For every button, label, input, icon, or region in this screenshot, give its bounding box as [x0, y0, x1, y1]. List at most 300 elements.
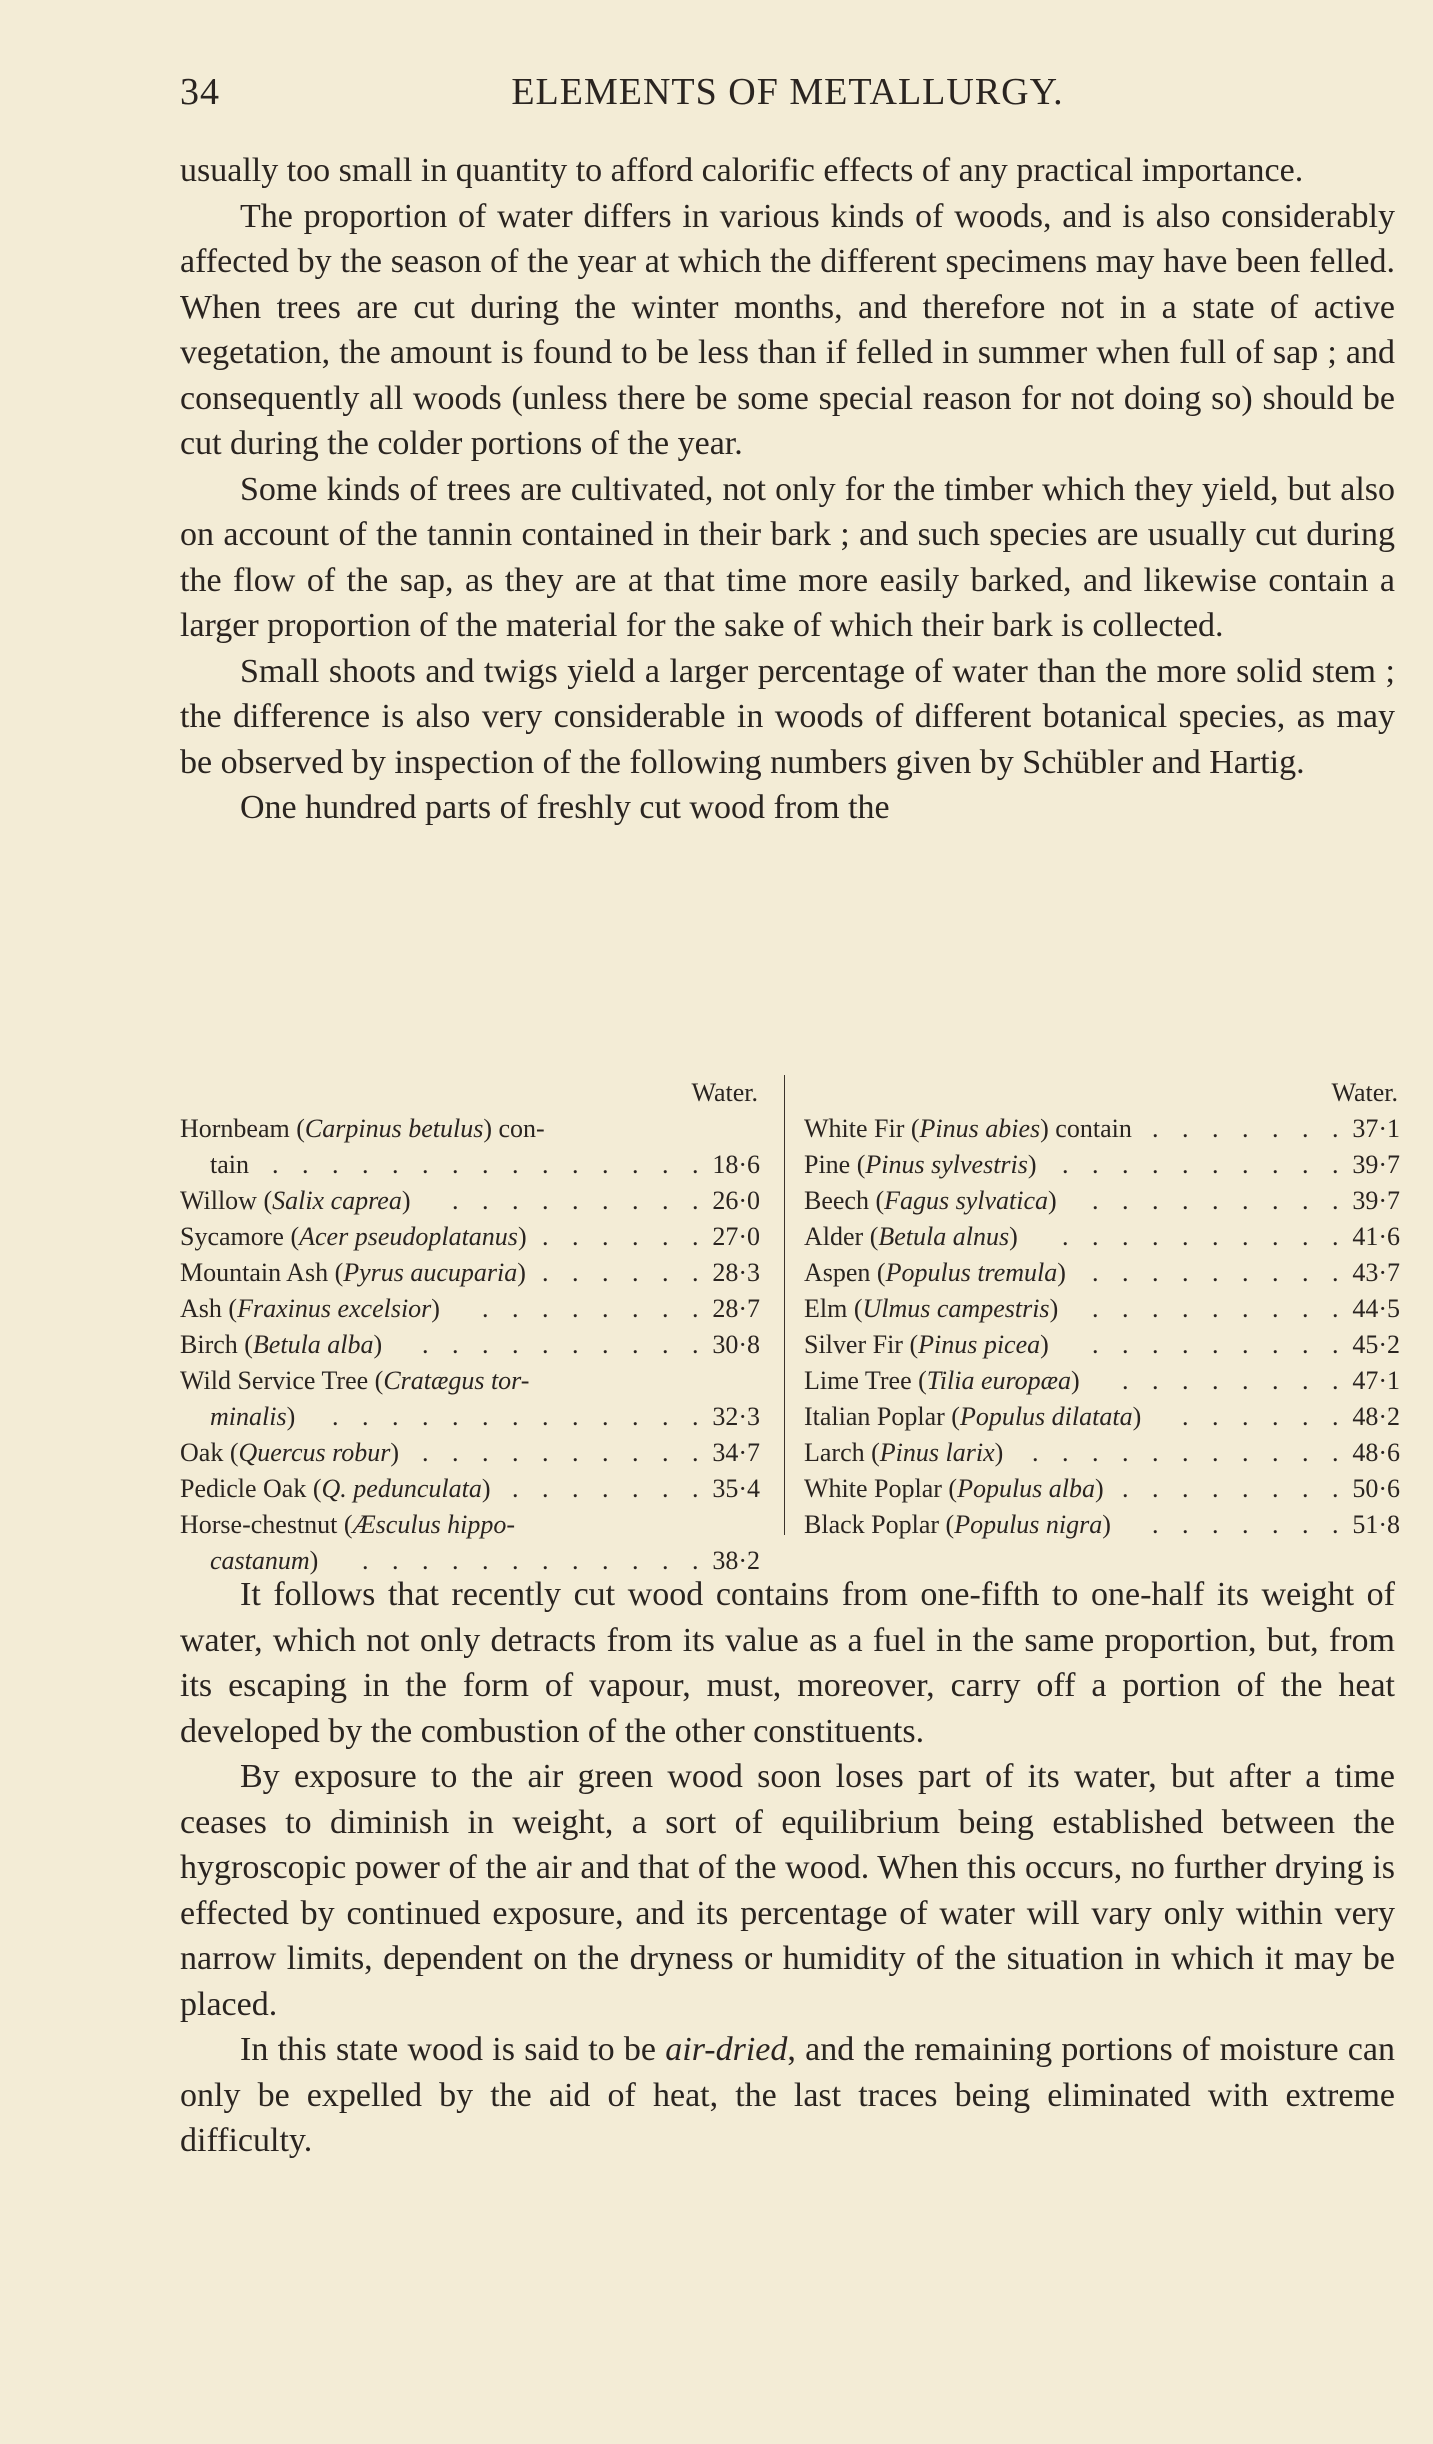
- text: In this state wood is said to be: [240, 2031, 666, 2068]
- leader-dot: .: [1212, 1366, 1219, 1395]
- leader-dot: .: [1062, 1438, 1069, 1467]
- leader-dot: .: [1302, 1150, 1309, 1179]
- leader-dot: .: [512, 1402, 519, 1431]
- leader-dot: .: [1092, 1186, 1099, 1215]
- leader-dot: .: [512, 1546, 519, 1575]
- leader-dot: .: [1152, 1510, 1159, 1539]
- leader-dot: .: [1332, 1330, 1339, 1359]
- table-row: [804, 1183, 1400, 1219]
- leader-dot: .: [1302, 1114, 1309, 1143]
- leader-dot: .: [332, 1402, 339, 1431]
- leader-dot: .: [602, 1474, 609, 1503]
- leader-dot: .: [1302, 1366, 1309, 1395]
- water-value: 45·2: [1352, 1330, 1400, 1359]
- leader-dot: .: [1182, 1294, 1189, 1323]
- leader-dot: .: [1092, 1258, 1099, 1287]
- common-name: White Poplar (: [804, 1474, 958, 1503]
- leader-dot: .: [1182, 1150, 1189, 1179]
- latin-name: castanum: [210, 1546, 310, 1575]
- leader-dot: .: [422, 1330, 429, 1359]
- common-name: Sycamore (: [180, 1222, 300, 1251]
- water-value: 43·7: [1352, 1258, 1400, 1287]
- leader-dot: .: [392, 1546, 399, 1575]
- leader-dot: .: [602, 1222, 609, 1251]
- leader-dot: .: [572, 1438, 579, 1467]
- latin-name: Betula alnus: [878, 1222, 1010, 1251]
- species-name: [804, 1435, 1003, 1471]
- latin-name: Ulmus campestris: [862, 1294, 1050, 1323]
- leader-dot: .: [1272, 1114, 1279, 1143]
- latin-name: Tilia europæa: [926, 1366, 1071, 1395]
- paragraph: It follows that recently cut wood contains from one-fifth to one-half its weight of water, which not only detracts from its value as a fuel in the same proportion, but, from its escaping in the form of vapour, must, moreover, carry off a portion of the heat developed by the combustion of the other constituents.: [180, 1576, 1395, 1750]
- leader-dot: .: [392, 1150, 399, 1179]
- leader-dot: .: [1182, 1510, 1189, 1539]
- water-value: 27·0: [712, 1222, 760, 1251]
- leader-dot: .: [662, 1222, 669, 1251]
- leader-dot: .: [1122, 1222, 1129, 1251]
- water-value: 47·1: [1352, 1366, 1400, 1395]
- leader-dot: .: [692, 1474, 699, 1503]
- table-row: [804, 1111, 1400, 1147]
- species-name: [180, 1183, 411, 1219]
- leader-dot: .: [542, 1186, 549, 1215]
- paragraph: By exposure to the air green wood soon loses part of its water, but after a time ceases to diminish in weight, a sort of equilibrium being established between the hygroscopic power of the air and that of the wood. When this occurs, no further drying is effected by continued exposure, and its percentage of water will vary only within very narrow limits, dependent on the dryness or humidity of the situation in which it may be placed.: [180, 1758, 1395, 2023]
- leader-dot: .: [572, 1150, 579, 1179]
- leader-dot: .: [602, 1438, 609, 1467]
- paragraph: [180, 2027, 1395, 2164]
- leader-dot: .: [1062, 1150, 1069, 1179]
- leader-dot: .: [482, 1294, 489, 1323]
- leader-dot: .: [1242, 1186, 1249, 1215]
- name-tail: ): [1057, 1258, 1066, 1287]
- paragraph: One hundred parts of freshly cut wood from the: [240, 789, 890, 826]
- common-name: Ash (: [180, 1294, 238, 1323]
- name-tail: ): [517, 1258, 526, 1287]
- table-row: [804, 1435, 1400, 1471]
- text: , and the remaining portions of moisture can only be expelled by the aid of heat, the last traces being eliminated with extreme difficulty.: [180, 2031, 1395, 2159]
- table-row: [804, 1363, 1400, 1399]
- leader-dot: .: [1272, 1474, 1279, 1503]
- leader-dot: .: [572, 1186, 579, 1215]
- table-row: [180, 1327, 760, 1363]
- leader-dot: .: [1122, 1366, 1129, 1395]
- water-value: 34·7: [712, 1438, 760, 1467]
- leader-dot: .: [542, 1438, 549, 1467]
- leader-dot: .: [482, 1546, 489, 1575]
- leader-dot: .: [632, 1546, 639, 1575]
- leader-dot: .: [1182, 1402, 1189, 1431]
- leader-dot: .: [1122, 1150, 1129, 1179]
- leader-dot: .: [1212, 1258, 1219, 1287]
- leader-dot: .: [1182, 1114, 1189, 1143]
- common-name: Willow (: [180, 1186, 273, 1215]
- latin-name: Pyrus aucuparia: [343, 1258, 518, 1287]
- leader-dot: .: [1332, 1294, 1339, 1323]
- leader-dot: .: [1092, 1438, 1099, 1467]
- table-row: [804, 1291, 1400, 1327]
- leader-dot: .: [1122, 1294, 1129, 1323]
- leader-dot: .: [692, 1330, 699, 1359]
- leader-dot: .: [1332, 1366, 1339, 1395]
- species-name: [180, 1111, 545, 1147]
- leader-dot: .: [1092, 1150, 1099, 1179]
- latin-name: Pinus abies: [919, 1114, 1041, 1143]
- leader-dot: .: [692, 1258, 699, 1287]
- leader-dot: .: [1212, 1186, 1219, 1215]
- table-row: [804, 1399, 1400, 1435]
- leader-dot: .: [1272, 1510, 1279, 1539]
- water-value: 28·7: [712, 1294, 760, 1323]
- name-tail: ): [994, 1438, 1004, 1467]
- leader-dot: .: [662, 1474, 669, 1503]
- name-tail: ): [1009, 1222, 1018, 1251]
- leader-dot: .: [1182, 1474, 1189, 1503]
- name-tail: tain: [210, 1150, 249, 1179]
- species-name: [804, 1399, 1141, 1435]
- water-value: 44·5: [1352, 1294, 1400, 1323]
- leader-dot: .: [1212, 1114, 1219, 1143]
- leader-dot: .: [662, 1258, 669, 1287]
- paragraph: usually too small in quantity to afford calorific effects of any practical importance.: [180, 152, 1304, 189]
- leader-dot: .: [512, 1438, 519, 1467]
- paragraph: The proportion of water differs in various kinds of woods, and is also considerably affected by the season of the year at which the different specimens may have been felled. When trees are cut during the winter months, and therefore not in a state of active vegetation, the amount is found to be less than if felled in summer when full of sap ; and consequently all woods (unless there be some special reason for not doing so) should be cut during the colder portions of the year.: [180, 197, 1395, 462]
- leader-dot: .: [572, 1258, 579, 1287]
- name-tail: ) con-: [483, 1114, 545, 1143]
- leader-dot: .: [482, 1186, 489, 1215]
- leader-dot: .: [1272, 1366, 1279, 1395]
- leader-dot: .: [1152, 1186, 1159, 1215]
- common-name: Oak (: [180, 1438, 239, 1467]
- leader-dot: .: [572, 1402, 579, 1431]
- leader-dot: .: [1272, 1186, 1279, 1215]
- leader-dot: .: [1212, 1438, 1219, 1467]
- latin-name: Populus nigra: [954, 1510, 1103, 1539]
- leader-dot: .: [1092, 1330, 1099, 1359]
- leader-dot: .: [542, 1330, 549, 1359]
- leader-dot: .: [1182, 1366, 1189, 1395]
- leader-dot: .: [1152, 1114, 1159, 1143]
- table-row: [804, 1471, 1400, 1507]
- leader-dot: .: [542, 1258, 549, 1287]
- page-number: 34: [180, 71, 220, 113]
- species-name: [180, 1507, 515, 1543]
- water-value: 18·6: [712, 1150, 760, 1179]
- leader-dot: .: [1152, 1366, 1159, 1395]
- name-tail: ): [1071, 1366, 1080, 1395]
- leader-dot: .: [1332, 1258, 1339, 1287]
- leader-dot: .: [482, 1150, 489, 1179]
- name-tail: ) contain: [1040, 1114, 1132, 1143]
- leader-dot: .: [662, 1402, 669, 1431]
- species-name-continued: [210, 1147, 249, 1183]
- leader-dot: .: [452, 1438, 459, 1467]
- species-name: [180, 1327, 382, 1363]
- species-name: [180, 1471, 491, 1507]
- leader-dot: .: [512, 1186, 519, 1215]
- leader-dot: .: [632, 1438, 639, 1467]
- name-tail: ): [1048, 1186, 1057, 1215]
- name-tail: ): [1040, 1330, 1049, 1359]
- leader-dot: .: [512, 1330, 519, 1359]
- species-name: [180, 1435, 399, 1471]
- name-tail: ): [1102, 1510, 1111, 1539]
- common-name: Pedicle Oak (: [180, 1474, 322, 1503]
- leader-dot: .: [602, 1546, 609, 1575]
- water-value: 39·7: [1352, 1150, 1400, 1179]
- leader-dot: .: [1212, 1294, 1219, 1323]
- latin-name: Pinus sylvestris: [865, 1150, 1028, 1179]
- table-row: [180, 1291, 760, 1327]
- common-name: Wild Service Tree (: [180, 1366, 384, 1395]
- table-row: [180, 1111, 760, 1147]
- water-value: 37·1: [1352, 1114, 1400, 1143]
- table-row: [180, 1507, 760, 1543]
- latin-name: Pinus larix: [879, 1438, 995, 1467]
- leader-dot: .: [1152, 1474, 1159, 1503]
- leader-dot: .: [1272, 1330, 1279, 1359]
- leader-dot: .: [1122, 1330, 1129, 1359]
- leader-dot: .: [422, 1402, 429, 1431]
- leader-dot: .: [1242, 1438, 1249, 1467]
- leader-dot: .: [512, 1150, 519, 1179]
- leader-dot: .: [602, 1402, 609, 1431]
- leader-dot: .: [1272, 1402, 1279, 1431]
- leader-dot: .: [332, 1150, 339, 1179]
- table-row: [804, 1219, 1400, 1255]
- species-name: [804, 1147, 1037, 1183]
- leader-dot: .: [1242, 1510, 1249, 1539]
- leader-dot: .: [1332, 1474, 1339, 1503]
- table-row: [180, 1435, 760, 1471]
- latin-name: Populus alba: [957, 1474, 1096, 1503]
- leader-dot: .: [1182, 1186, 1189, 1215]
- leader-dot: .: [452, 1330, 459, 1359]
- table-column-right: [804, 1075, 1400, 1543]
- leader-dot: .: [452, 1186, 459, 1215]
- leader-dot: .: [1242, 1474, 1249, 1503]
- leader-dot: .: [422, 1150, 429, 1179]
- leader-dot: .: [1092, 1222, 1099, 1251]
- water-value: 30·8: [712, 1330, 760, 1359]
- leader-dot: .: [1302, 1474, 1309, 1503]
- leader-dot: .: [1152, 1258, 1159, 1287]
- leader-dot: .: [1182, 1330, 1189, 1359]
- table-column-left: [180, 1075, 760, 1579]
- table-row: [804, 1255, 1400, 1291]
- leader-dot: .: [572, 1474, 579, 1503]
- leader-dot: .: [1242, 1330, 1249, 1359]
- water-value: 50·6: [1352, 1474, 1400, 1503]
- leader-dot: .: [1302, 1294, 1309, 1323]
- leader-dot: .: [482, 1438, 489, 1467]
- species-name: [804, 1111, 1132, 1147]
- species-name: [804, 1255, 1066, 1291]
- name-tail: ): [390, 1438, 400, 1467]
- leader-dot: .: [1302, 1258, 1309, 1287]
- species-name: [180, 1291, 440, 1327]
- leader-dot: .: [1152, 1438, 1159, 1467]
- species-name: [180, 1255, 526, 1291]
- leader-dot: .: [542, 1402, 549, 1431]
- leader-dot: .: [1272, 1294, 1279, 1323]
- leader-dot: .: [1242, 1150, 1249, 1179]
- latin-name: Fagus sylvatica: [884, 1186, 1049, 1215]
- latin-name: Pinus picea: [918, 1330, 1041, 1359]
- leader-dot: .: [1182, 1258, 1189, 1287]
- leader-dot: .: [572, 1294, 579, 1323]
- leader-dot: .: [1302, 1186, 1309, 1215]
- leader-dot: .: [572, 1330, 579, 1359]
- leader-dot: .: [662, 1186, 669, 1215]
- name-tail: ): [1095, 1474, 1104, 1503]
- leader-dot: .: [662, 1294, 669, 1323]
- latin-name: Quercus robur: [238, 1438, 391, 1467]
- leader-dot: .: [602, 1150, 609, 1179]
- water-value: 32·3: [712, 1402, 760, 1431]
- name-tail: ): [401, 1186, 411, 1215]
- table-row: [180, 1255, 760, 1291]
- leader-dot: .: [632, 1330, 639, 1359]
- leader-dot: .: [692, 1186, 699, 1215]
- column-divider: [784, 1075, 785, 1535]
- common-name: Lime Tree (: [804, 1366, 927, 1395]
- table-row: [180, 1183, 760, 1219]
- leader-dot: .: [632, 1186, 639, 1215]
- leader-dot: .: [1122, 1186, 1129, 1215]
- leader-dot: .: [1272, 1258, 1279, 1287]
- leader-dot: .: [1212, 1222, 1219, 1251]
- leader-dot: .: [1212, 1150, 1219, 1179]
- leader-dot: .: [1152, 1150, 1159, 1179]
- leader-dot: .: [1152, 1330, 1159, 1359]
- leader-dot: .: [632, 1222, 639, 1251]
- leader-dot: .: [602, 1186, 609, 1215]
- latin-name: minalis: [210, 1402, 287, 1431]
- leader-dot: .: [1182, 1222, 1189, 1251]
- leader-dot: .: [1302, 1510, 1309, 1539]
- latin-name: Q. pedunculata: [321, 1474, 482, 1503]
- paragraph: Some kinds of trees are cultivated, not only for the timber which they yield, but also on account of the tannin contained in their bark ; and such species are usually cut during the flow of the sap, as they are at that time more easily barked, and likewise contain a larger proportion of the material for the sake of which their bark is collected.: [180, 470, 1395, 644]
- leader-dot: .: [602, 1330, 609, 1359]
- leader-dot: .: [1302, 1438, 1309, 1467]
- leader-dot: .: [632, 1258, 639, 1287]
- leader-dot: .: [1122, 1474, 1129, 1503]
- emphasis-text: air-dried: [665, 2031, 788, 2068]
- leader-dot: .: [692, 1222, 699, 1251]
- leader-dot: .: [692, 1294, 699, 1323]
- leader-dot: .: [662, 1330, 669, 1359]
- leader-dot: .: [1302, 1222, 1309, 1251]
- leader-dot: .: [302, 1150, 309, 1179]
- leader-dot: .: [1332, 1402, 1339, 1431]
- water-value: 41·6: [1352, 1222, 1400, 1251]
- latin-name: Populus dilatata: [959, 1402, 1133, 1431]
- leader-dot: .: [632, 1150, 639, 1179]
- leader-dot: .: [482, 1402, 489, 1431]
- water-value: 26·0: [712, 1186, 760, 1215]
- leader-dot: .: [1332, 1114, 1339, 1143]
- species-name: [804, 1291, 1058, 1327]
- leader-dot: .: [512, 1294, 519, 1323]
- leader-dot: .: [1242, 1402, 1249, 1431]
- leader-dot: .: [1272, 1222, 1279, 1251]
- leader-dot: .: [692, 1402, 699, 1431]
- latin-name: Cratægus tor-: [383, 1366, 530, 1395]
- species-name: [180, 1219, 527, 1255]
- leader-dot: .: [392, 1402, 399, 1431]
- column-header: Water.: [1331, 1078, 1398, 1107]
- species-name: [804, 1219, 1018, 1255]
- species-name: [804, 1507, 1111, 1543]
- table-row: [804, 1147, 1400, 1183]
- leader-dot: .: [452, 1150, 459, 1179]
- leader-dot: .: [1122, 1438, 1129, 1467]
- leader-dot: .: [542, 1150, 549, 1179]
- leader-dot: .: [1242, 1294, 1249, 1323]
- latin-name: Salix caprea: [272, 1186, 402, 1215]
- water-value: 38·2: [712, 1546, 760, 1575]
- latin-name: Populus tremula: [885, 1258, 1058, 1287]
- common-name: Black Poplar (: [804, 1510, 955, 1539]
- water-value: 51·8: [1352, 1510, 1400, 1539]
- table-row: [180, 1363, 760, 1399]
- running-title: ELEMENTS OF METALLURGY.: [511, 71, 1064, 113]
- latin-name: Carpinus betulus: [304, 1114, 484, 1143]
- latin-name: Acer pseudoplatanus: [299, 1222, 518, 1251]
- leader-dot: .: [1332, 1150, 1339, 1179]
- common-name: Hornbeam (: [180, 1114, 305, 1143]
- table-row: [804, 1327, 1400, 1363]
- leader-dot: .: [1152, 1294, 1159, 1323]
- leader-dot: .: [1332, 1510, 1339, 1539]
- leader-dot: .: [692, 1546, 699, 1575]
- leader-dot: .: [1332, 1222, 1339, 1251]
- name-tail: ): [1027, 1150, 1037, 1179]
- leader-dot: .: [482, 1330, 489, 1359]
- body-text-bottom: [180, 1572, 1395, 2164]
- leader-dot: .: [632, 1402, 639, 1431]
- leader-dot: .: [362, 1546, 369, 1575]
- common-name: Pine (: [804, 1150, 866, 1179]
- leader-dot: .: [632, 1294, 639, 1323]
- table-row: [804, 1507, 1400, 1543]
- leader-dot: .: [1242, 1366, 1249, 1395]
- leader-dot: .: [1152, 1222, 1159, 1251]
- leader-dot: .: [272, 1150, 279, 1179]
- leader-dot: .: [542, 1474, 549, 1503]
- leader-dot: .: [1242, 1258, 1249, 1287]
- leader-dot: .: [422, 1438, 429, 1467]
- leader-dot: .: [1092, 1294, 1099, 1323]
- common-name: Horse-chestnut (: [180, 1510, 353, 1539]
- leader-dot: .: [662, 1150, 669, 1179]
- table-row: [180, 1219, 760, 1255]
- leader-dot: .: [452, 1402, 459, 1431]
- latin-name: Fraxinus excelsior: [237, 1294, 432, 1323]
- leader-dot: .: [1242, 1114, 1249, 1143]
- leader-dot: .: [1302, 1330, 1309, 1359]
- species-name: [804, 1327, 1049, 1363]
- leader-dot: .: [452, 1546, 459, 1575]
- leader-dot: .: [572, 1546, 579, 1575]
- leader-dot: .: [602, 1294, 609, 1323]
- leader-dot: .: [512, 1474, 519, 1503]
- leader-dot: .: [1122, 1258, 1129, 1287]
- leader-dot: .: [362, 1402, 369, 1431]
- page-header: [180, 70, 1395, 120]
- leader-dot: .: [1212, 1474, 1219, 1503]
- species-name-continued: [210, 1399, 295, 1435]
